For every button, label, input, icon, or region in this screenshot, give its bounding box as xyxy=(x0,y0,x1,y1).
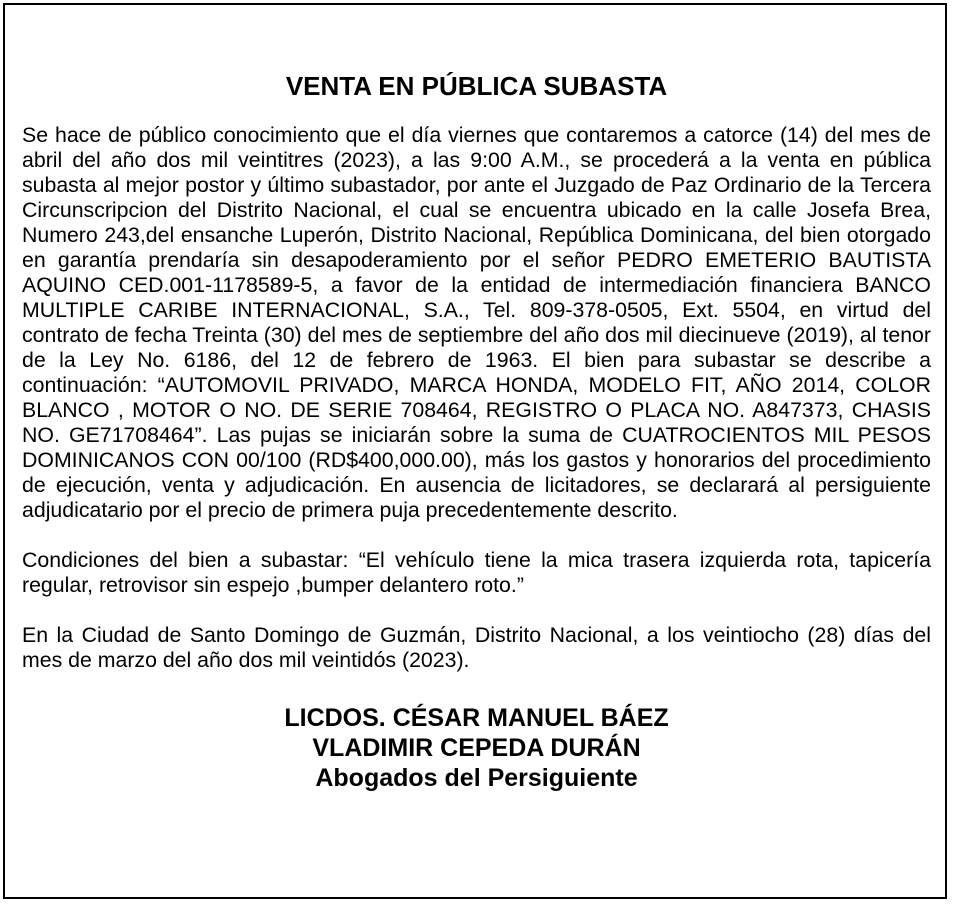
conditions-paragraph: Condiciones del bien a subastar: “El vehículo tiene la mica trasera izquierda rota, tapicería regular, retrovisor sin espejo ,bumper delantero roto.” xyxy=(22,548,931,597)
signature-role: Abogados del Persiguiente xyxy=(315,764,638,792)
place-date-paragraph: En la Ciudad de Santo Domingo de Guzmán, Distrito Nacional, a los veintiocho (28) días del mes de marzo del año dos mil veintidós (2023). xyxy=(22,623,931,672)
legal-notice-box xyxy=(3,3,947,899)
notice-title: VENTA EN PÚBLICA SUBASTA xyxy=(285,71,668,101)
signature-block xyxy=(22,703,931,793)
signature-lawyer-1: LICDOS. CÉSAR MANUEL BÁEZ xyxy=(284,704,669,732)
notice-body-paragraph: Se hace de público conocimiento que el día viernes que contaremos a catorce (14) del mes de abril del año dos mil veintitres (2023), a las 9:00 A.M., se procederá a la venta en pública subasta al mejor postor y último subastador, por ante el Juzgado de Paz Ordinario de la Tercera Circunscripcion del Distrito Nacional, el cual se encuentra ubicado en la calle Josefa Brea, Numero 243,del ensanche Luperón, Distrito Nacional, República Dominicana, del bien otorgado en garantía prendaría sin desapoderamiento por el señor PEDRO EMETERIO BAUTISTA AQUINO CED.001-1178589-5, a favor de la entidad de intermediación financiera BANCO MULTIPLE CARIBE INTERNACIONAL, S.A., Tel. 809-378-0505, Ext. 5504, en virtud del contrato de fecha Treinta (30) del mes de septiembre del año dos mil diecinueve (2019), al tenor de la Ley No. 6186, del 12 de febrero de 1963. El bien para subastar se describe a continuación: “AUTOMOVIL PRIVADO, MARCA HONDA, MODELO FIT, AÑO 2014, COLOR BLANCO , MOTOR O NO. DE SERIE 708464, REGISTRO O PLACA NO. A847373, CHASIS NO. GE71708464”. Las pujas se iniciarán sobre la suma de CUATROCIENTOS MIL PESOS DOMINICANOS CON 00/100 (RD$400,000.00), más los gastos y honorarios del procedimiento de ejecución, venta y adjudicación. En ausencia de licitadores, se declarará al persiguiente adjudicatario por el precio de primera puja precedentemente descrito. xyxy=(22,123,931,522)
signature-lawyer-2: VLADIMIR CEPEDA DURÁN xyxy=(312,734,641,762)
notice-content xyxy=(22,69,931,793)
